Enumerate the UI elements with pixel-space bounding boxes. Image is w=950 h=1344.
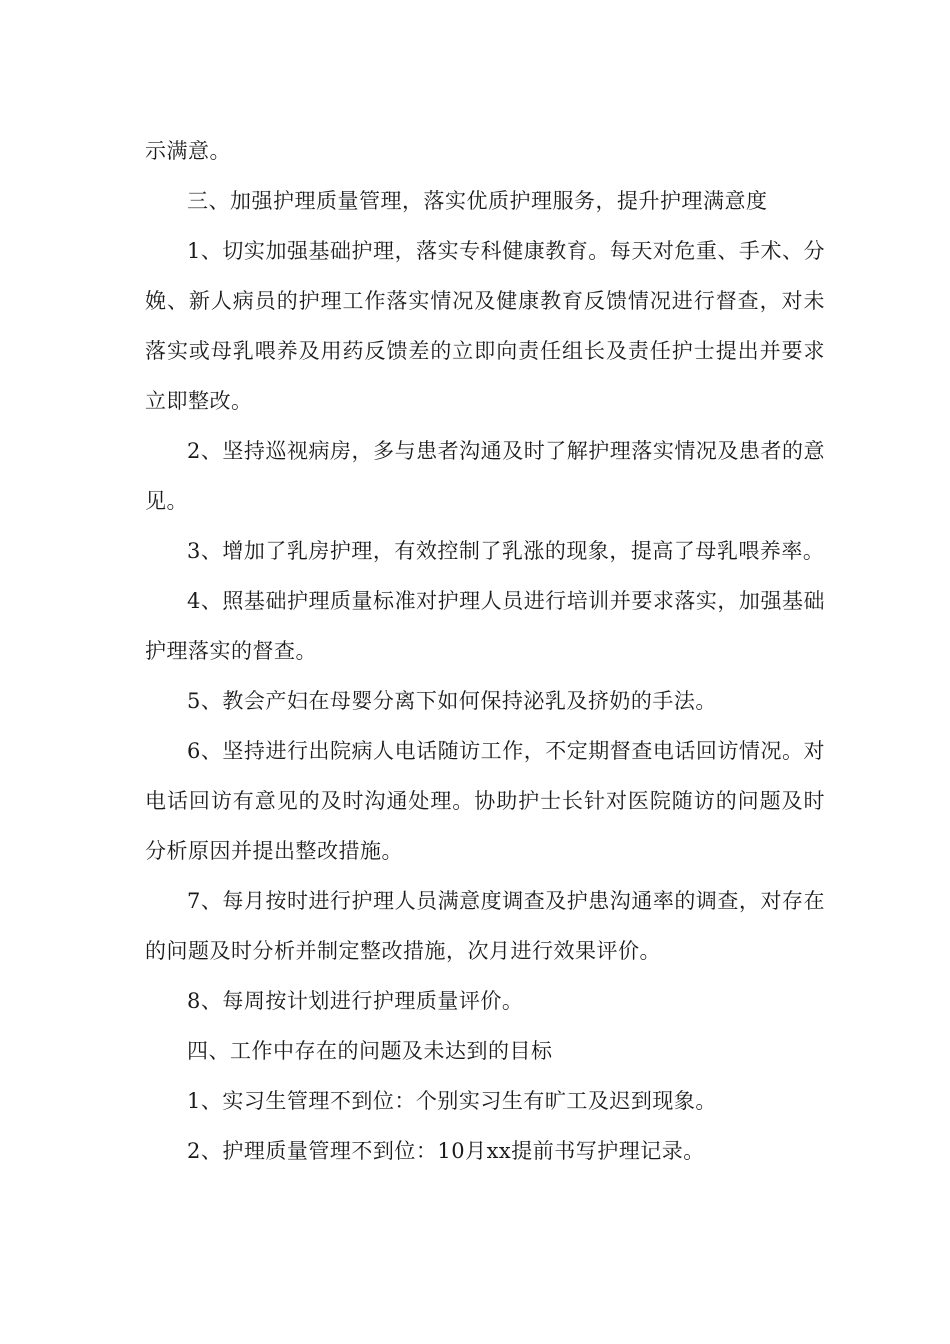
paragraph-item-4: 4、照基础护理质量标准对护理人员进行培训并要求落实，加强基础护理落实的督查。	[145, 589, 825, 663]
paragraph-item-7: 7、每月按时进行护理人员满意度调查及护患沟通率的调查，对存在的问题及时分析并制定整改措施，次月进行效果评价。	[145, 889, 825, 963]
paragraph-item-2: 2、坚持巡视病房，多与患者沟通及时了解护理落实情况及患者的意见。	[145, 439, 825, 513]
paragraph-item-8: 8、每周按计划进行护理质量评价。	[187, 989, 524, 1013]
section-heading-4: 四、工作中存在的问题及未达到的目标	[187, 1039, 553, 1063]
section-heading-3: 三、加强护理质量管理，落实优质护理服务，提升护理满意度	[187, 189, 768, 213]
paragraph-item-3: 3、增加了乳房护理，有效控制了乳涨的现象，提高了母乳喂养率。	[187, 539, 825, 563]
problem-item-2: 2、护理质量管理不到位：10月xx提前书写护理记录。	[187, 1139, 705, 1163]
paragraph-item-5: 5、教会产妇在母婴分离下如何保持泌乳及挤奶的手法。	[187, 689, 717, 713]
paragraph-continuation: 示满意。	[145, 139, 231, 163]
problem-item-1: 1、实习生管理不到位：个别实习生有旷工及迟到现象。	[187, 1089, 717, 1113]
document-body	[145, 126, 825, 1176]
paragraph-item-1: 1、切实加强基础护理，落实专科健康教育。每天对危重、手术、分娩、新人病员的护理工作落实情况及健康教育反馈情况进行督查，对未落实或母乳喂养及用药反馈差的立即向责任组长及责任护士提出并要求立即整改。	[145, 239, 825, 413]
paragraph-item-6: 6、坚持进行出院病人电话随访工作，不定期督查电话回访情况。对电话回访有意见的及时沟通处理。协助护士长针对医院随访的问题及时分析原因并提出整改措施。	[145, 739, 825, 863]
